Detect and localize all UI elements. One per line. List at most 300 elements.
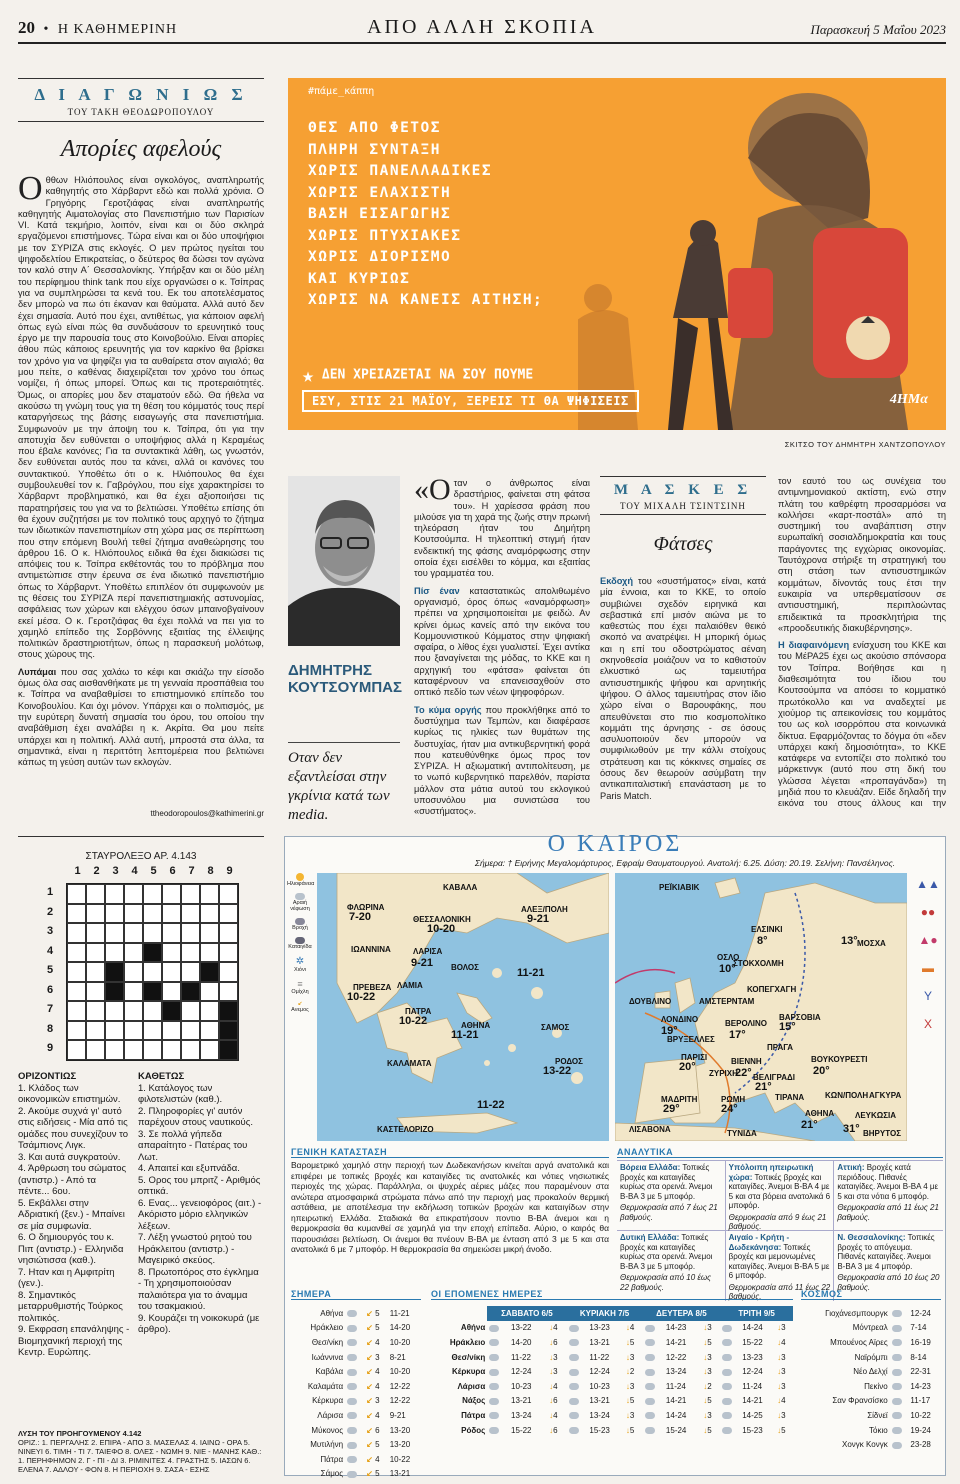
crossword-cell[interactable] (181, 943, 200, 963)
city-name: Αθήνα (320, 1308, 344, 1318)
wind-arrow-icon: ↙ (366, 1337, 373, 1347)
wind-arrow-icon: ↓ (703, 1381, 708, 1391)
paper-name: Η ΚΑΘΗΜΕΡΙΝΗ (57, 22, 178, 37)
ad-hashtag: #πάμε_κάππη (308, 86, 375, 97)
wind-arrow-icon: ↓ (549, 1410, 554, 1420)
wind-force: 4 (553, 1323, 558, 1333)
world-row (801, 1364, 941, 1379)
today-row (291, 1394, 421, 1409)
wind-force: 3 (707, 1352, 712, 1362)
wind-force: 3 (781, 1367, 786, 1377)
sun-icon (296, 873, 304, 881)
temp-range: 14-20 (511, 1337, 532, 1347)
city-name: Ναϊρόμπι (854, 1352, 888, 1362)
high-pressure-icon: Y (923, 989, 932, 1003)
portrait-photo (288, 476, 400, 646)
cloud-rain-icon (347, 1471, 357, 1478)
cloud-sun-icon (569, 1427, 579, 1434)
city-name: Πεκίνο (864, 1381, 888, 1391)
cloud-sun-icon (645, 1398, 655, 1405)
cloud-rain-icon (347, 1412, 357, 1419)
next-days-row (431, 1394, 793, 1409)
crossword-cell[interactable] (86, 1021, 105, 1041)
temp-range: 12-22 (389, 1396, 411, 1406)
crossword-cell[interactable] (143, 962, 162, 982)
temp-range: 11-24 (742, 1381, 763, 1391)
column-kicker: Δ Ι Α Γ Ω Ν Ι Ω Σ (34, 85, 248, 104)
city-name: Αθήνα (460, 1323, 486, 1333)
crossword-cell[interactable] (200, 1040, 219, 1060)
wind-arrow-icon: ↙ (366, 1367, 373, 1377)
crossword-cell[interactable] (86, 982, 105, 1002)
wind-arrow-icon: ↙ (366, 1308, 373, 1318)
world-row (801, 1335, 941, 1350)
temp-range: 23-28 (910, 1440, 931, 1450)
cloud-sun-icon (569, 1325, 579, 1332)
crossword-title: ΣΤΑΥΡΟΛΕΞΟ ΑΡ. 4.143 (85, 851, 197, 862)
cold-front-icon: ▲▲ (916, 877, 940, 891)
world-row (801, 1321, 941, 1336)
crossword-cell[interactable] (124, 884, 143, 904)
crossword-cell[interactable] (143, 884, 162, 904)
city-name: Ηράκλειο (449, 1337, 486, 1347)
wind-force: 3 (707, 1323, 712, 1333)
crossword-cell[interactable] (67, 1021, 86, 1041)
wind-force: 3 (781, 1381, 786, 1391)
city-name: Σάμος (320, 1469, 344, 1479)
crossword-cell[interactable] (105, 1040, 124, 1060)
wind-arrow-icon: ↓ (703, 1337, 708, 1347)
analytic-grid: Βόρεια Ελλάδα: Τοπικές βροχές και καταιγίδες κυρίως στα ορεινά. Άνεμοι Β-ΒΑ 3 με 5 μποφόρ. Θερμοκρασία από 7 έως 21 βαθμούς. Υπόλοιπη ηπειρωτική χώρα: Τοπικές βροχές και καταιγίδες. Άνεμοι Β-ΒΑ 4 με 5 και στα βόρεια ανατολικά 6 μποφόρ. Θερμοκρασία από 9 έως 21 βαθμούς. Αττική: Βροχές κατά περιόδους. Πιθανές καταιγίδες. Άνεμοι Β-ΒΑ 4 με 5 και στα νότια 6 μποφόρ. Θερμοκρασία από 11 έως 21 βαθμούς. Δυτική Ελλάδα: Τοπικές βροχές και καταιγίδες κυρίως στα ορεινά. Άνεμοι Β-ΒΑ 3 με 5 μποφόρ. Θερμοκρασία από 10 έως 22 βαθμούς. Αιγαίο - Κρήτη - Δωδεκάνησα: Τοπικές βροχές και μεμονωμένες καταιγίδες. Άνεμοι Β-ΒΑ 5 με 6 μποφόρ. Θερμοκρασία από 11 έως 22 βαθμούς. Ν. Θεσσαλονίκης: Τοπικές βροχές το απόγευμα. Πιθανές καταιγίδες. Άνεμοι Β-ΒΑ 3 με 4 μποφόρ. Θερμοκρασία από 10 έως 20 βαθμούς. (617, 1160, 943, 1301)
cloud-sun-icon (645, 1325, 655, 1332)
wind-arrow-icon: ↓ (549, 1381, 554, 1391)
snow-icon: ✲ (295, 956, 305, 967)
crossword-cell[interactable] (67, 884, 86, 904)
crossword-grid[interactable] (66, 883, 239, 1061)
crossword-cell[interactable] (105, 943, 124, 963)
wind-arrow-icon: ↙ (366, 1396, 373, 1406)
pull-quote: Οταν δεν εξαντλείσαι στην γκρίνια κατά των media. (288, 742, 400, 825)
wind-force: 3 (553, 1352, 558, 1362)
crossword-cell[interactable] (86, 904, 105, 924)
wind-arrow-icon: ↙ (366, 1352, 373, 1362)
wind-arrow-icon: ↓ (549, 1367, 554, 1377)
crossword-cell[interactable] (86, 962, 105, 982)
wind-force: 5 (375, 1323, 380, 1333)
next-days-row (431, 1364, 793, 1379)
city-name: Ηράκλειο (310, 1323, 344, 1333)
temp-range: 10-22 (910, 1410, 931, 1420)
world-row (801, 1306, 941, 1321)
wind-force: 2 (629, 1367, 635, 1377)
crossword-cell[interactable] (162, 884, 181, 904)
wind-force: 5 (781, 1425, 786, 1435)
temp-range: 10-20 (389, 1367, 411, 1377)
crossword-cell[interactable] (200, 943, 219, 963)
world-row (801, 1394, 941, 1409)
wind-force: 3 (781, 1410, 786, 1420)
wind-force: 3 (375, 1396, 380, 1406)
crossword-cell[interactable] (143, 923, 162, 943)
dropcap: Ο (18, 170, 43, 207)
temp-range: 9-21 (389, 1410, 406, 1420)
wind-arrow-icon: ↙ (366, 1410, 373, 1420)
city-name: Γιοχάνεσμπουργκ (825, 1308, 888, 1318)
cloud-sun-icon (722, 1398, 732, 1405)
world-row (801, 1437, 941, 1452)
temp-range: 11-22 (511, 1352, 531, 1362)
crossword-cell[interactable] (124, 943, 143, 963)
author-email[interactable]: ttheodoropoulos@kathimerini.gr (150, 809, 264, 818)
wind-force: 4 (375, 1454, 380, 1464)
temp-range: 13-23 (742, 1352, 763, 1362)
today-row (291, 1423, 421, 1438)
storm-icon (295, 937, 305, 944)
crossword-cell[interactable] (181, 962, 200, 982)
today-forecast (291, 1289, 421, 1484)
crossword-cell[interactable] (124, 904, 143, 924)
today-row (291, 1467, 421, 1482)
next-days-row (431, 1423, 793, 1438)
wind-force: 3 (629, 1352, 635, 1362)
ad-lines: ΘΕΣ ΑΠΟ ΦΕΤΟΣ ΠΛΗΡΗ ΣΥΝΤΑΞΗ ΧΩΡΙΣ ΠΑΝΕΛΛΑΔΙΚΕΣ ΧΩΡΙΣ ΕΛΑΧΙΣΤΗ ΒΑΣΗ ΕΙΣΑΓΩΓΗΣ ΧΩΡΙΣ ΠΤΥΧΙΑΚΕΣ ΧΩΡΙΣ ΔΙΟΡΙΣΜΟ ΚΑΙ ΚΥΡΙΩΣ ΧΩΡΙΣ ΝΑ ΚΑΝΕΙΣ ΑΙΤΗΣΗ; (308, 120, 544, 308)
crossword-cell[interactable] (86, 943, 105, 963)
crossword-cell[interactable] (124, 923, 143, 943)
city-name: Θεσ/νίκη (451, 1352, 486, 1362)
temp-range: 14-21 (665, 1337, 687, 1347)
temp-range: 16-19 (910, 1337, 931, 1347)
crossword-cell[interactable] (105, 1001, 124, 1021)
wind-force: 5 (375, 1308, 380, 1318)
wind-force: 3 (781, 1352, 786, 1362)
cloud-rain-icon (347, 1383, 357, 1390)
today-row (291, 1452, 421, 1467)
crossword-cell[interactable] (124, 1040, 143, 1060)
general-text: Βαρομετρικό χαμηλό στην περιοχή των Δωδεκανήσων κινείται αργά ανατολικά και επιφέρει με τοπικές βροχές και καταιγίδες τις ανατολικές και νότιες νησιωτικές περιοχές της χώρας. Παράλληλα, οι ψυχρές αέριες μάζες που παραμένουν στα ανώτερα ατμοσφαιρικά στρώματα πάνω από την περιοχή μας προκαλούν θερμική αστάθεια, με αποτέλεσμα την εκδήλωση τοπικών βροχών και καταιγίδων στην ηπειρωτική Ελλάδα. Σταδιακά θα επικρατήσουν ποντιο Β-ΒΑ άνεμοι και η θερμοκρασία θα κυμανθεί σε χαμηλά για την εποχή επίπεδα. Αύριο, ο καιρός θα παρουσιάσει βελτίωση. Οι άνεμοι θα πνέουν Β-ΒΑ με ένταση από 3 με 5 και στα ανατολικά 6 με 7 μποφόρ. Η θερμοκρασία θα σημειώσει μικρή άνοδο. (291, 1160, 609, 1254)
wind-force: 5 (375, 1469, 380, 1479)
crossword-cell[interactable] (181, 923, 200, 943)
crossword-black-cell (181, 982, 200, 1002)
city-name: Λάρισα (457, 1381, 486, 1391)
cloud-icon (892, 1310, 902, 1317)
wind-force: 6 (553, 1425, 558, 1435)
cloud-sun-icon (645, 1354, 655, 1361)
cloud-sun-icon (489, 1427, 499, 1434)
cloud-sun-icon (489, 1398, 499, 1405)
crossword-cell[interactable] (86, 923, 105, 943)
wind-force: 5 (629, 1337, 635, 1347)
cloud-sun-icon (489, 1339, 499, 1346)
row-numbers: 1 2 3 4 5 6 7 8 9 (46, 886, 54, 1054)
wind-arrow-icon: ↓ (549, 1323, 554, 1333)
weather-legend: Ηλιοφάνεια Αραιή νέφωση Βροχή Καταιγίδα ✲ Χιόνι ≡ Ομίχλη ↙ Ανεμος (287, 873, 313, 1013)
cloud-sun-icon (722, 1339, 732, 1346)
city-name: Κέρκυρα (451, 1367, 486, 1377)
page-header: 20 • Η ΚΑΘΗΜΕΡΙΝΗ ΑΠΟ ΑΛΛΗ ΣΚΟΠΙΑ Παρασκευή 5 Μαΐου 2023 (18, 14, 946, 44)
temp-range: 10-20 (389, 1337, 411, 1347)
crossword-cell[interactable] (181, 1021, 200, 1041)
day-header: ΔΕΥΤΕΡΑ 8/5 (643, 1306, 721, 1321)
page-number: 20 (18, 18, 35, 37)
city-name: Καλαμάτα (307, 1381, 344, 1391)
next-days-row (431, 1321, 793, 1336)
city-name: Λάρισα (317, 1410, 344, 1420)
temp-range: 13-20 (389, 1425, 411, 1435)
crossword-cell[interactable] (162, 923, 181, 943)
cloud-rain-icon (347, 1427, 357, 1434)
world-row (801, 1423, 941, 1438)
world-row (801, 1408, 941, 1423)
crossword-cell[interactable] (219, 904, 238, 924)
wind-force: 5 (629, 1425, 635, 1435)
crossword-cell[interactable] (200, 923, 219, 943)
temp-range: 15-23 (742, 1425, 763, 1435)
wind-arrow-icon: ↓ (777, 1337, 782, 1347)
wind-arrow-icon: ↓ (777, 1396, 782, 1406)
cloud-sun-icon (489, 1369, 499, 1376)
world-table (801, 1306, 941, 1452)
crossword-solution: ΛΥΣΗ ΤΟΥ ΠΡΟΗΓΟΥΜΕΝΟΥ 4.142 ΟΡΙΖ.: 1. ΠΕΡΓΑΛΗΣ 2. ΕΠΙΡΑ - ΑΠΟ 3. ΜΑΣΕΛΑΣ 4. ΙΑΙΝΩ - ΟΡΑ 5. ΝΙΝΕΥΙ 6. ΤΙΜΗ - ΤΙ 7. ΤΑΙΕΦΟ 8. ΟΛΕΣ - ΝΩΜΗ 9. ΝΙΕ - ΜΑΝΗΣ ΚΑΘ.: 1. ΠΕΡΗΦΗΜΟΝ 2. Γ - ΠΙ - ΔΙ 3. ΡΙΜΙΝΙΤΕΣ 4. ΓΡΑΣΤΗΣ 5. ΙΑΣΩΝ 6. ΕΛΕΝΑ 7. ΑΔΛΟΥ - ΦΟΝ 8. Η ΠΕΡΙΟΧΗ 9. ΣΑΣΑ - ΕΣΗΣ (18, 1429, 262, 1474)
temp-range: 13-24 (589, 1410, 610, 1420)
crossword-cell[interactable] (162, 943, 181, 963)
crossword-cell[interactable] (67, 962, 86, 982)
issue-date: Παρασκευή 5 Μαΐου 2023 (810, 22, 946, 37)
next-days-row (431, 1335, 793, 1350)
cloud-icon (892, 1383, 902, 1390)
cloud-sun-icon (489, 1325, 499, 1332)
crossword-cell[interactable] (124, 962, 143, 982)
crossword-cell[interactable] (200, 1021, 219, 1041)
cloud-sun-icon (569, 1339, 579, 1346)
crossword-cell[interactable] (200, 1001, 219, 1021)
wind-arrow-icon: ↓ (777, 1381, 782, 1391)
crossword-cell[interactable] (67, 1001, 86, 1021)
today-row (291, 1379, 421, 1394)
crossword-cell[interactable] (162, 962, 181, 982)
crossword-cell[interactable] (143, 1040, 162, 1060)
wind-arrow-icon: ↓ (625, 1337, 630, 1347)
crossword-cell[interactable] (67, 904, 86, 924)
crossword-cell[interactable] (143, 904, 162, 924)
temp-range: 13-24 (511, 1410, 532, 1420)
temp-range: 12-24 (589, 1367, 610, 1377)
crossword-cell[interactable] (67, 943, 86, 963)
wind-arrow-icon: ↓ (703, 1425, 708, 1435)
crossword-cell[interactable] (219, 943, 238, 963)
portrait-image (288, 476, 400, 646)
temp-range: 10-23 (511, 1381, 532, 1391)
crossword-cell[interactable] (219, 884, 238, 904)
ad-slogan: ΔΕΝ ΧΡΕΙΑΖΕΤΑΙ ΝΑ ΣΟΥ ΠΟΥΜΕ (321, 367, 534, 383)
crossword-black-cell (200, 962, 219, 982)
crossword-cell[interactable] (219, 962, 238, 982)
temp-range: 8-14 (910, 1352, 927, 1362)
crossword-cell[interactable] (124, 1021, 143, 1041)
wind-arrow-icon: ↓ (777, 1323, 782, 1333)
city-name: Τόκιο (869, 1425, 888, 1435)
temp-range: 13-21 (389, 1469, 411, 1479)
section-title: ΑΠΟ ΑΛΛΗ ΣΚΟΠΙΑ (367, 16, 597, 38)
crossword-cell[interactable] (105, 923, 124, 943)
wind-arrow-icon: ↙ (366, 1454, 373, 1464)
crossword-cell[interactable] (143, 1001, 162, 1021)
crossword-cell[interactable] (86, 1001, 105, 1021)
city-name: Πάτρα (461, 1410, 486, 1420)
temp-range: 12-24 (910, 1308, 931, 1318)
city-name: Σίδνεϊ (867, 1410, 888, 1420)
cloud-icon (892, 1369, 902, 1376)
cloud-sun-icon (722, 1325, 732, 1332)
wind-arrow-icon: ↓ (703, 1396, 708, 1406)
wind-arrow-icon: ↓ (703, 1352, 708, 1362)
crossword-cell[interactable] (124, 982, 143, 1002)
city-name: Σαν Φρανσίσκο (832, 1396, 888, 1406)
europe-map-land (615, 873, 907, 1141)
city-name: Νάξος (462, 1396, 486, 1406)
day-header: ΚΥΡΙΑΚΗ 7/5 (567, 1306, 643, 1321)
ad-caption: ΣΚΙΤΣΟ ΤΟΥ ΔΗΜΗΤΡΗ ΧΑΝΤΖΟΠΟΥΛΟΥ (784, 440, 946, 449)
today-row (291, 1408, 421, 1423)
cloud-sun-icon (722, 1383, 732, 1390)
wind-arrow-icon: ↙ (366, 1425, 373, 1435)
maskes-kicker: Μ Α Σ Κ Ε Σ (613, 482, 753, 498)
wind-force: 4 (781, 1396, 786, 1406)
temp-range: 11-24 (665, 1381, 686, 1391)
temp-range: 14-24 (742, 1323, 763, 1333)
crossword-cell[interactable] (86, 884, 105, 904)
ad-cta: ΕΣΥ, ΣΤΙΣ 21 ΜΑΪΟΥ, ΞΕΡΕΙΣ ΤΙ ΘΑ ΨΗΦΙΣΕΙΣ (302, 390, 639, 412)
crossword-cell[interactable] (200, 884, 219, 904)
wind-arrow-icon: ↓ (703, 1367, 708, 1377)
cloud-sun-icon (722, 1354, 732, 1361)
today-row (291, 1364, 421, 1379)
world-title: ΚΟΣΜΟΣ (801, 1289, 941, 1300)
crossword-cell[interactable] (219, 923, 238, 943)
temp-range: 12-24 (511, 1367, 532, 1377)
campaign-ad (288, 78, 946, 430)
occluded-front-icon: ▲● (918, 933, 938, 947)
wind-arrow-icon: ↓ (777, 1352, 782, 1362)
temp-range: 12-24 (742, 1367, 763, 1377)
crossword-cell[interactable] (105, 904, 124, 924)
today-table (291, 1306, 421, 1484)
crossword-cell[interactable] (181, 1040, 200, 1060)
crossword-black-cell (143, 943, 162, 963)
crossword-cell[interactable] (162, 904, 181, 924)
crossword-cell[interactable] (162, 982, 181, 1002)
city-name: Ρόδος (461, 1425, 486, 1435)
temp-range: 13-20 (389, 1440, 411, 1450)
analytic-forecast (617, 1147, 943, 1301)
wind-force: 2 (707, 1381, 712, 1391)
wind-force: 3 (553, 1367, 558, 1377)
cloud-sun-icon (489, 1412, 499, 1419)
crossword (18, 836, 264, 1476)
wind-icon: ↙ (297, 1001, 303, 1007)
column-title: Απορίες αφελούς (60, 136, 222, 162)
wind-arrow-icon: ↓ (549, 1352, 554, 1362)
cloud-rain-icon (347, 1310, 357, 1317)
cloud-icon (892, 1398, 902, 1405)
wind-arrow-icon: ↙ (366, 1469, 373, 1479)
crossword-cell[interactable] (162, 1040, 181, 1060)
cloud-rain-icon (347, 1325, 357, 1332)
cloud-rain-icon (347, 1398, 357, 1405)
wind-force: 5 (707, 1337, 712, 1347)
temp-range: 15-24 (665, 1425, 687, 1435)
trough-icon: ▬ (922, 961, 934, 975)
crossword-cell[interactable] (200, 904, 219, 924)
crossword-cell[interactable] (124, 1001, 143, 1021)
next-title: ΟΙ ΕΠΟΜΕΝΕΣ ΗΜΕΡΕΣ (431, 1289, 793, 1300)
crossword-cell[interactable] (86, 1040, 105, 1060)
next-days-row (431, 1379, 793, 1394)
temp-range: 15-22 (742, 1337, 763, 1347)
temp-range: 13-24 (665, 1367, 687, 1377)
crossword-cell[interactable] (105, 884, 124, 904)
cloud-sun-icon (722, 1369, 732, 1376)
wind-force: 4 (629, 1323, 635, 1333)
crossword-cell[interactable] (200, 982, 219, 1002)
crossword-cell[interactable] (219, 982, 238, 1002)
city-name: Νέο Δελχί (853, 1367, 888, 1377)
temp-range: 14-23 (910, 1381, 931, 1391)
wind-arrow-icon: ↓ (625, 1381, 630, 1391)
crossword-cell[interactable] (162, 1021, 181, 1041)
crossword-cell[interactable] (67, 923, 86, 943)
wind-arrow-icon: ↓ (703, 1323, 708, 1333)
warm-front-icon: ●● (920, 905, 936, 919)
temp-range: 14-21 (665, 1396, 687, 1406)
city-name: Χονγκ Κονγκ (842, 1440, 888, 1450)
crossword-cell[interactable] (105, 1021, 124, 1041)
maskes-title: Φάτσες (653, 533, 713, 555)
crossword-cell[interactable] (67, 1040, 86, 1060)
city-name: Κέρκυρα (312, 1396, 344, 1406)
wind-force: 4 (375, 1381, 380, 1391)
crossword-cell[interactable] (143, 1021, 162, 1041)
day-header: ΤΡΙΤΗ 9/5 (720, 1306, 793, 1321)
wind-arrow-icon: ↙ (366, 1381, 373, 1391)
days-header (431, 1306, 793, 1321)
wind-force: 5 (375, 1440, 380, 1450)
cloud-sun-icon (489, 1383, 499, 1390)
wind-force: 5 (629, 1396, 635, 1406)
crossword-cell[interactable] (181, 1001, 200, 1021)
crossword-cell[interactable] (67, 982, 86, 1002)
wind-force: 5 (707, 1425, 712, 1435)
crossword-cell[interactable] (181, 884, 200, 904)
temp-range: 15-23 (589, 1425, 610, 1435)
wind-arrow-icon: ↙ (366, 1440, 373, 1450)
temp-range: 13-23 (589, 1323, 610, 1333)
temp-range: 10-22 (389, 1454, 411, 1464)
day-header: ΣΑΒΒΑΤΟ 6/5 (487, 1306, 566, 1321)
cloud-rain-icon (347, 1442, 357, 1449)
europe-map: ΡΕΪΚΙΑΒΙΚ ΕΛΣΙΝΚΙ 8° ΜΟΣΧΑ 13° ΟΣΛΟ 10° ΣΤΟΚΧΟΛΜΗ ΚΟΠΕΓΧΑΓΗ ΔΟΥΒΛΙΝΟ ΑΜΣΤΕΡΝΤΑΜ ΛΟΝΔΙΝΟ 19° ΒΕΡΟΛΙΝΟ 17° ΒΑΡΣΟΒΙΑ 15° ΒΡΥΞΕΛΛΕΣ ΠΡΑΓΑ ΠΑΡΙΣΙ 20° ΒΙΕΝΝΗ 22° ΒΟΥΚΟΥΡΕΣΤΙ 20° ΖΥΡΙΧΗ ΒΕΛΙΓΡΑΔΙ 21° ΡΩΜΗ 24° ΜΑΔΡΙΤΗ 29° ΤΙΡΑΝΑ ΚΩΝ/ΠΟΛΗ ΑΓΚΥΡΑ ΛΙΣΑΒΟΝΑ ΑΘΗΝΑ 21° ΛΕΥΚΩΣΙΑ 31° ΒΗΡΥΤΟΣ ΤΥΝΙΔΑ (615, 873, 907, 1141)
greece-map: ΚΑΒΑΛΑ ΦΛΩΡΙΝΑ 7-20 ΘΕΣΣΑΛΟΝΙΚΗ 10-20 ΑΛΕΞ/ΠΟΛΗ 9-21 ΙΩΑΝΝΙΝΑ ΛΑΡΙΣΑ 9-21 ΒΟΛΟΣ ΠΡΕΒΕΖΑ 10-22 ΛΑΜΙΑ ΠΑΤΡΑ 10-22 ΑΘΗΝΑ 11-21 ΣΑΜΟΣ ΚΑΛΑΜΑΤΑ ΡΟΔΟΣ 13-22 11-22 ΚΑΣΤΕΛΟΡΙΖΟ 11-21 (317, 873, 609, 1141)
temp-range: 7-14 (910, 1323, 927, 1333)
wind-force: 6 (375, 1425, 380, 1435)
cloud-icon (892, 1412, 902, 1419)
wind-arrow-icon: ↓ (625, 1323, 630, 1333)
temp-range: 10-23 (589, 1381, 610, 1391)
crossword-cell[interactable] (181, 904, 200, 924)
temp-range: 15-22 (511, 1425, 532, 1435)
wind-arrow-icon: ↓ (625, 1352, 630, 1362)
cloud-sun-icon (722, 1427, 732, 1434)
today-row (291, 1335, 421, 1350)
